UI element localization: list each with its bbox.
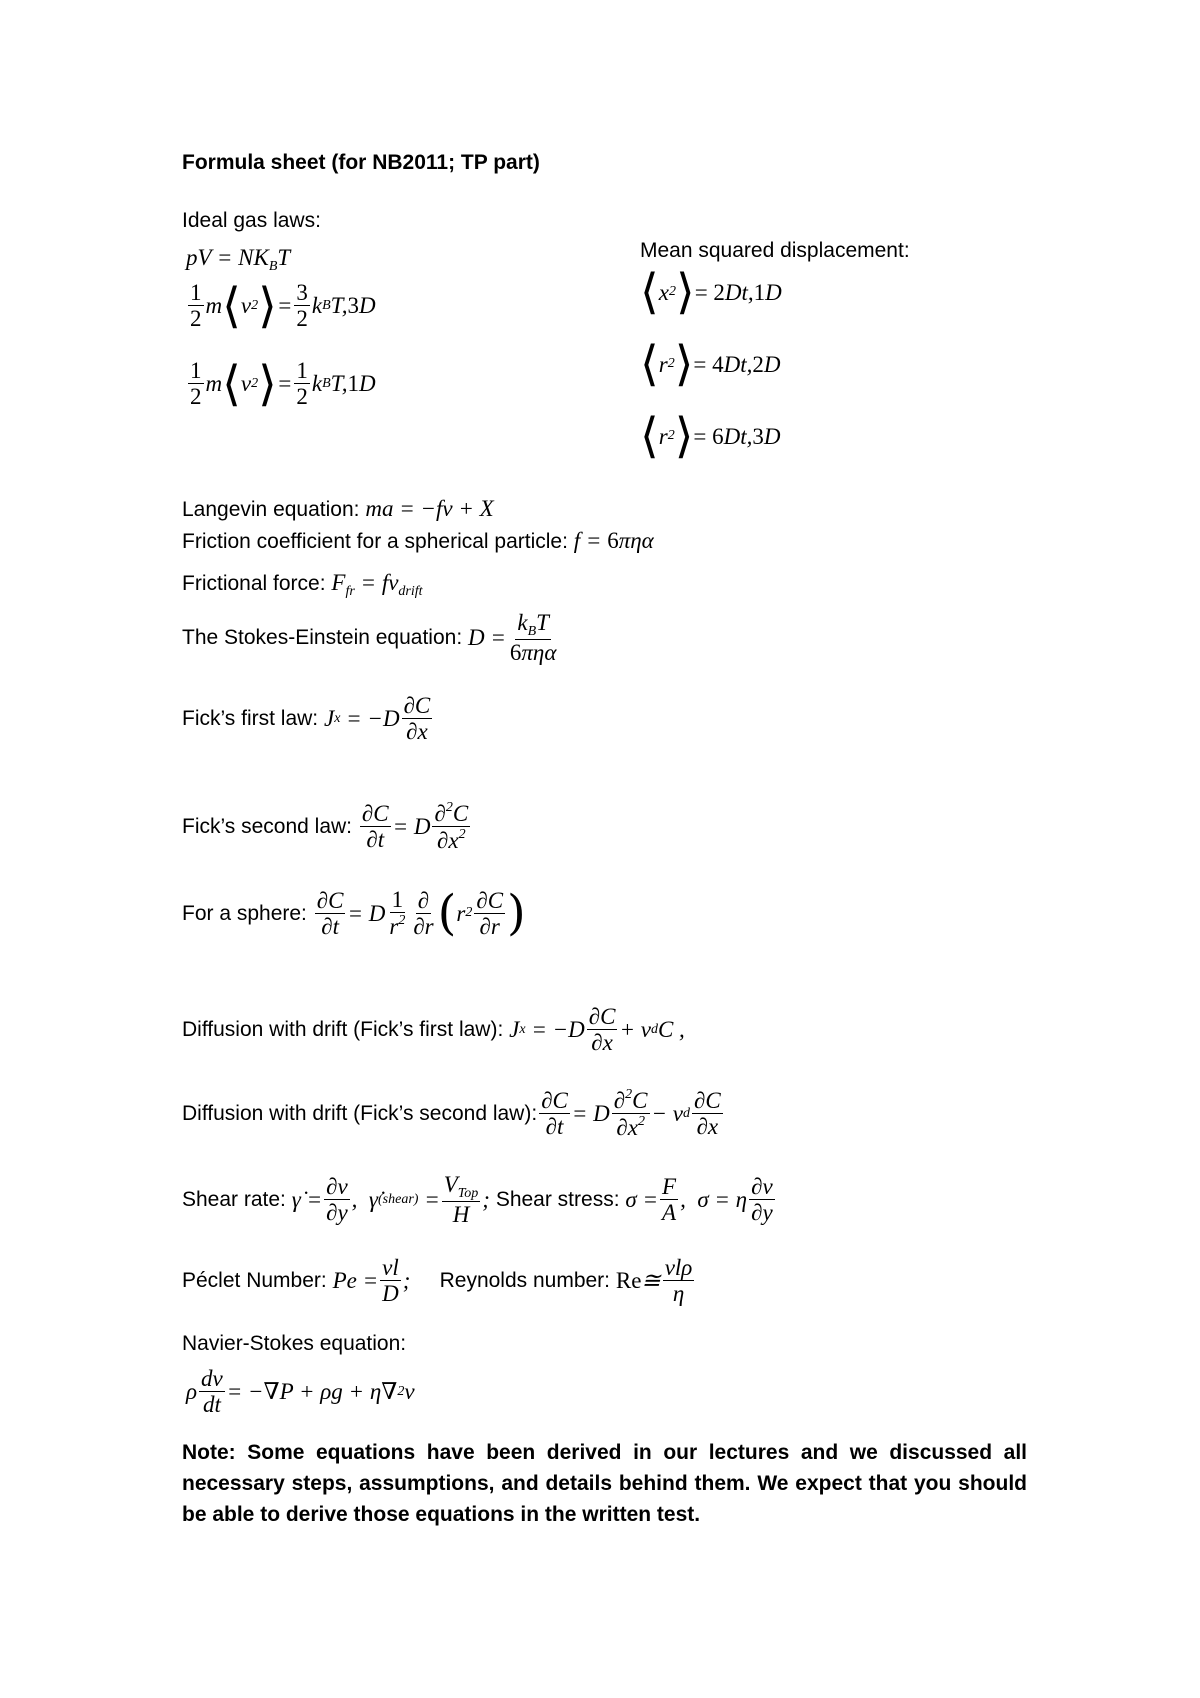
shear-rate-equation: γ̇ = $\frac{\partial v}{\partial y}$ , γ̇ (shear) = $\frac{V_{Top}}{H}$ ; bbox=[291, 1172, 490, 1228]
navier-stokes-equation: ρ $\frac{dv}{dt}$ = −∇P + ρg + η∇ 2 v bbox=[186, 1366, 415, 1418]
msd-equation-1d: ⟨ x 2 ⟩ = 2 Dt, 1 D bbox=[640, 264, 782, 320]
reynolds-equation: Re ≅ $\frac{\text{vlρ}}{\eta}$ bbox=[615, 1255, 693, 1307]
drift-first-label: Diffusion with drift (Fick’s first law): bbox=[182, 1018, 504, 1042]
shear-row bbox=[182, 1172, 777, 1228]
stokes-einstein-label: The Stokes-Einstein equation: bbox=[182, 626, 463, 650]
friction-row bbox=[182, 529, 654, 552]
drift-second-row bbox=[182, 1087, 725, 1141]
ideal-gas-equation-1: pV = $NK_BT$ bbox=[186, 245, 291, 274]
page-title: Formula sheet (for NB2011; TP part) bbox=[182, 151, 540, 174]
navier-stokes-label: Navier-Stokes equation: bbox=[182, 1332, 407, 1355]
peclet-label: Péclet Number: bbox=[182, 1269, 327, 1293]
sphere-row bbox=[182, 887, 526, 940]
drift-first-row bbox=[182, 1004, 685, 1056]
friction-equation: f = 6πηα bbox=[573, 528, 654, 553]
shear-stress-equation: σ = $\frac{F}{A}$ , σ = η $\frac{\partial v}{\partial y}$ bbox=[625, 1174, 773, 1226]
msd-equation-3d: ⟨ r 2 ⟩ = 6 Dt, 3 D bbox=[640, 408, 781, 464]
shear-stress-label: Shear stress: bbox=[495, 1188, 620, 1212]
note-paragraph: Note: Some equations have been derived in our lectures and we discussed all necessary steps, assumptions, and details behind them. We expect that you should be able to derive those equations in the written test. bbox=[182, 1441, 1027, 1526]
ficks-first-row bbox=[182, 693, 434, 745]
langevin-row bbox=[182, 497, 494, 520]
drift-second-equation: $\frac{\partial C}{\partial t}$ = D $\frac{\partial^2C}{\partial x^2}$ − v d $\frac{\partial C}{\partial x}$ bbox=[541, 1087, 721, 1141]
drift-second-label: Diffusion with drift (Fick’s second law): bbox=[182, 1102, 538, 1126]
frictional-force-equation: $F_{fr} = fv_{drift}$ bbox=[331, 570, 423, 599]
frictional-force-label: Frictional force: bbox=[182, 572, 326, 595]
reynolds-label: Reynolds number: bbox=[439, 1269, 611, 1293]
msd-heading: Mean squared displacement: bbox=[640, 239, 910, 262]
ficks-first-label: Fick’s first law: bbox=[182, 707, 319, 731]
frictional-force-row bbox=[182, 571, 423, 599]
ficks-first-equation: J x = −D $\frac{\partial C}{\partial x}$ bbox=[323, 693, 431, 745]
ficks-second-row bbox=[182, 800, 472, 854]
ideal-gas-equation-1d: $\frac{1}{2}$ m ⟨ v 2 ⟩ = $\frac{1}{2}$ k B T, 1 D bbox=[190, 355, 376, 412]
sphere-equation: $\frac{\partial C}{\partial t}$ = D $\frac{1}{r^2}$ $\frac{\partial}{\partial r}$ ( r 2 $\frac{\partial C}{\partial r}$ ) bbox=[316, 885, 526, 942]
ideal-gas-heading: Ideal gas laws: bbox=[182, 209, 321, 232]
langevin-label: Langevin equation: bbox=[182, 498, 360, 521]
stokes-einstein-equation: D = $\frac{k_BT}{\text{6πηα}}$ bbox=[468, 610, 557, 666]
msd-equation-2d: ⟨ r 2 ⟩ = 4 Dt, 2 D bbox=[640, 336, 781, 392]
peclet-reynolds-row bbox=[182, 1255, 696, 1307]
peclet-equation: Pe = $\frac{vl}{D}$ ; bbox=[332, 1255, 411, 1307]
langevin-equation: ma = −fv + X bbox=[365, 496, 494, 521]
ficks-second-label: Fick’s second law: bbox=[182, 815, 353, 839]
shear-rate-label: Shear rate: bbox=[182, 1188, 286, 1212]
drift-first-equation: J x = −D $\frac{\partial C}{\partial x}$ + v d C , bbox=[509, 1004, 685, 1056]
friction-label: Friction coefficient for a spherical particle: bbox=[182, 530, 568, 553]
sphere-label: For a sphere: bbox=[182, 901, 307, 925]
stokes-einstein-row bbox=[182, 610, 560, 666]
ideal-gas-equation-3d: $\frac{1}{2}$ m ⟨ v 2 ⟩ = $\frac{3}{2}$ k B T, 3 D bbox=[190, 277, 376, 334]
ficks-second-equation: $\frac{\partial C}{\partial t}$ = D $\frac{\partial^2C}{\partial x^2}$ bbox=[361, 800, 469, 854]
